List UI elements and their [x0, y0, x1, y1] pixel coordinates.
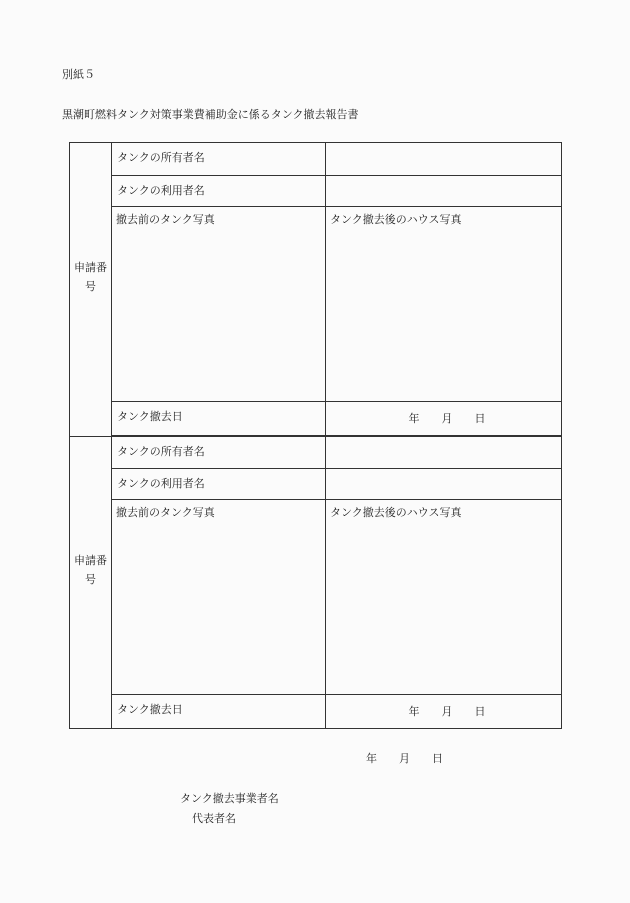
- record-1-owner-row: [70, 143, 562, 176]
- photo-after-box[interactable]: [326, 500, 562, 695]
- record-2-date-row: [70, 695, 562, 729]
- record-2-owner-row: [70, 437, 562, 469]
- application-number-label: 申請番号: [74, 260, 107, 293]
- user-name-field[interactable]: [326, 176, 562, 207]
- user-name-label: タンクの利用者名: [112, 176, 326, 207]
- removal-date-format: 年 月 日: [408, 704, 486, 718]
- record-1-date-row: [70, 402, 562, 436]
- photo-before-box[interactable]: [112, 207, 326, 402]
- removal-date-label: タンク撤去日: [112, 695, 326, 729]
- user-name-field[interactable]: [326, 469, 562, 500]
- record-1-user-row: [70, 176, 562, 207]
- owner-name-field[interactable]: [326, 437, 562, 469]
- removal-date-label: タンク撤去日: [112, 402, 326, 436]
- record-2-photo-row: [70, 500, 562, 695]
- representative-name-label: 代表者名: [192, 812, 236, 825]
- application-number-cell: [70, 437, 112, 729]
- photo-before-label: 撤去前のタンク写真: [116, 506, 215, 519]
- removal-date-field[interactable]: [326, 695, 562, 729]
- photo-after-label: タンク撤去後のハウス写真: [330, 506, 462, 519]
- application-number-cell: [70, 143, 112, 437]
- removal-date-field[interactable]: [326, 402, 562, 436]
- user-name-label: タンクの利用者名: [112, 469, 326, 500]
- removal-date-format: 年 月 日: [408, 411, 486, 425]
- contractor-name-label: タンク撤去事業者名: [180, 792, 279, 805]
- owner-name-field[interactable]: [326, 143, 562, 176]
- photo-after-box[interactable]: [326, 207, 562, 402]
- report-date[interactable]: 年 月 日: [366, 752, 443, 765]
- attachment-label: 別紙５: [62, 68, 95, 81]
- document-title: 黒潮町燃料タンク対策事業費補助金に係るタンク撤去報告書: [62, 108, 359, 121]
- application-number-label: 申請番号: [74, 553, 107, 586]
- removal-report-table: [69, 142, 562, 729]
- owner-name-label: タンクの所有者名: [112, 143, 326, 176]
- photo-before-label: 撤去前のタンク写真: [116, 213, 215, 226]
- owner-name-label: タンクの所有者名: [112, 437, 326, 469]
- photo-after-label: タンク撤去後のハウス写真: [330, 213, 462, 226]
- photo-before-box[interactable]: [112, 500, 326, 695]
- record-2-user-row: [70, 469, 562, 500]
- record-1-photo-row: [70, 207, 562, 402]
